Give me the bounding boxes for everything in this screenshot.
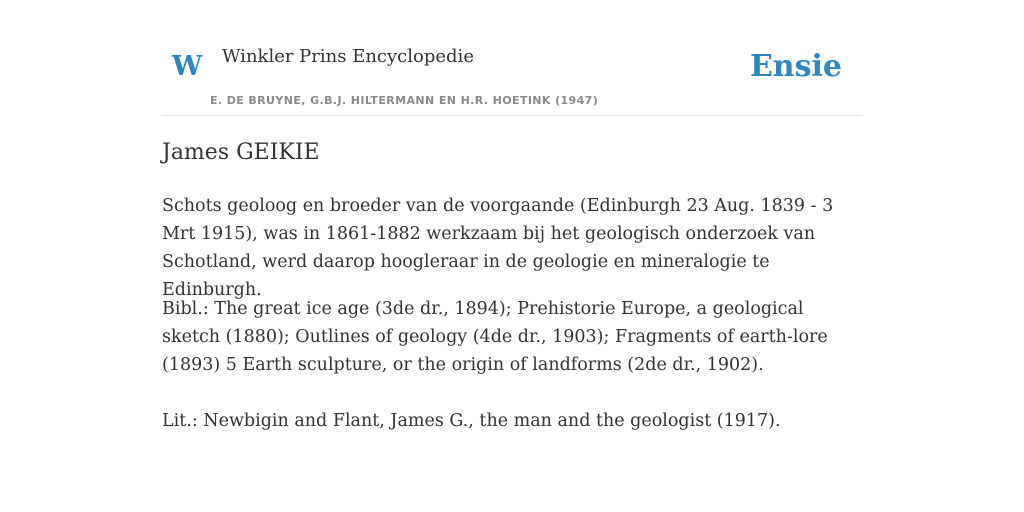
article-paragraph-description: Schots geoloog en broeder van de voorgaande (Edinburgh 23 Aug. 1839 - 3 Mrt 1915), was in 1861-1882 werkzaam bij het geologisch onderzoek van Schotland, werd daarop hoogleraar in de geologie en mineralogie te Edinburgh. bbox=[162, 196, 834, 300]
page-container bbox=[162, 0, 862, 431]
article-title: James GEIKIE bbox=[162, 140, 320, 165]
winkler-prins-logo[interactable]: W bbox=[172, 51, 203, 82]
authors-line: E. DE BRUYNE, G.B.J. HILTERMANN EN H.R. HOETINK (1947) bbox=[210, 94, 599, 107]
ensie-logo[interactable]: Ensie bbox=[749, 49, 842, 84]
site-header bbox=[162, 0, 862, 116]
article-paragraph-literature: Lit.: Newbigin and Flant, James G., the man and the geologist (1917). bbox=[162, 411, 781, 431]
article-paragraph-bibliography: Bibl.: The great ice age (3de dr., 1894); Prehistorie Europe, a geological sketch (1880); Outlines of geology (4de dr., 1903); Fragments of earth-lore (1893) 5 Earth sculpture, or the origin of landforms (2de dr., 1902). bbox=[162, 299, 828, 375]
site-title[interactable]: Winkler Prins Encyclopedie bbox=[222, 46, 474, 67]
